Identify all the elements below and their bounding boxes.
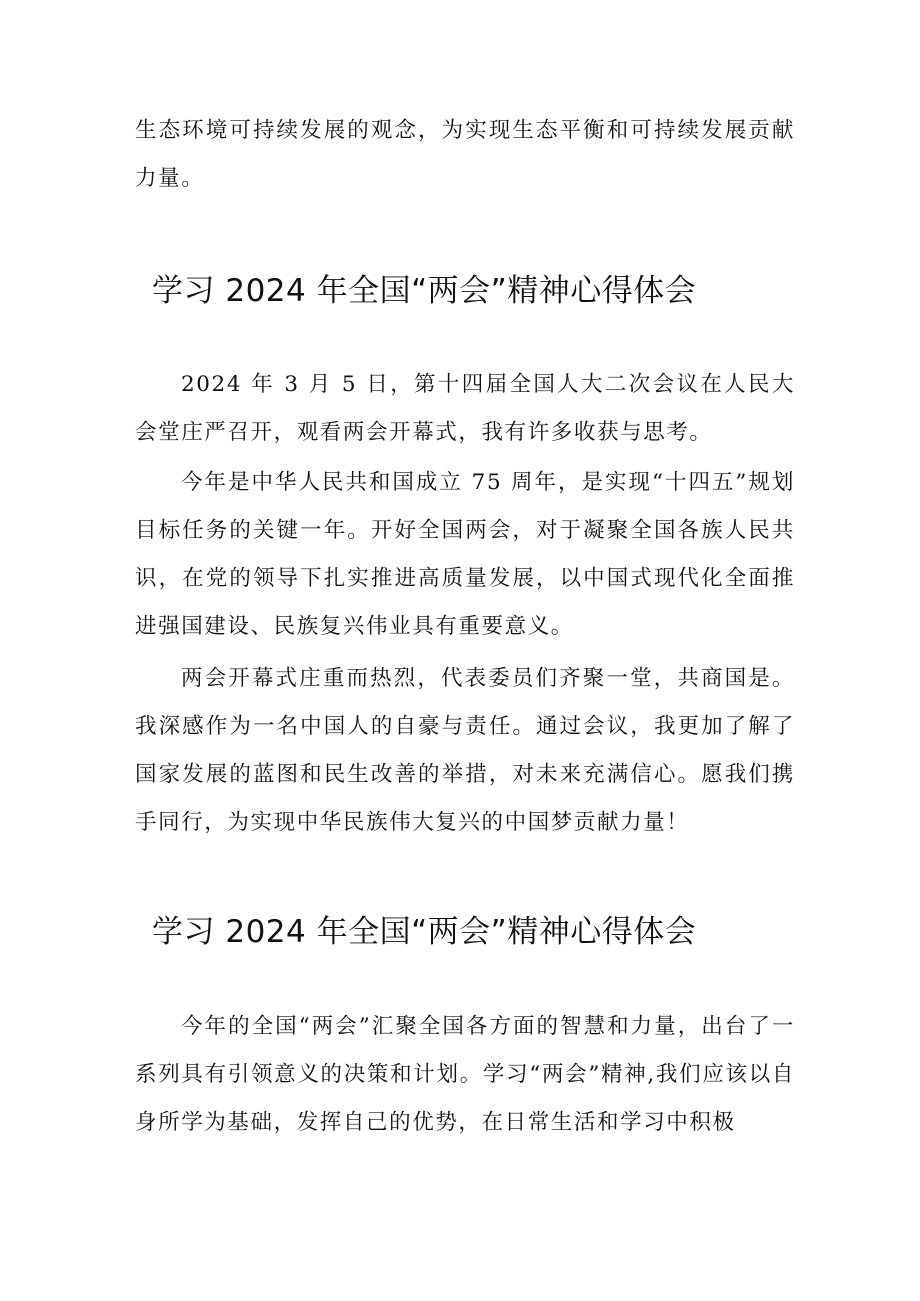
section1-paragraph-3: 两会开幕式庄重而热烈，代表委员们齐聚一堂，共商国是。我深感作为一名中国人的自豪与责任。通过会议，我更加了解了国家发展的蓝图和民生改善的举措，对未来充满信心。愿我们携手同行，为实现中华民族伟大复兴的中国梦贡献力量！ [135,666,795,835]
section1-paragraph-1: 2024 年 3 月 5 日，第十四届全国人大二次会议在人民大会堂庄严召开，观看两会开幕式，我有许多收获与思考。 [135,372,795,445]
section-heading-2: 学习 2024 年全国“两会”精神心得体会 [152,914,697,950]
section2-paragraph-1: 今年的全国“两会”汇聚全国各方面的智慧和力量，出台了一系列具有引领意义的决策和计划。学习“两会”精神,我们应该以自身所学为基础，发挥自己的优势，在日常生活和学习中积极 [135,1014,795,1135]
continuation-paragraph: 生态环境可持续发展的观念，为实现生态平衡和可持续发展贡献力量。 [135,118,795,191]
section-heading-1: 学习 2024 年全国“两会”精神心得体会 [152,273,697,309]
section1-paragraph-2: 今年是中华人民共和国成立 75 周年，是实现“十四五”规划目标任务的关键一年。开好全国两会，对于凝聚全国各族人民共识，在党的领导下扎实推进高质量发展，以中国式现代化全面推进强国建设、民族复兴伟业具有重要意义。 [135,470,795,639]
